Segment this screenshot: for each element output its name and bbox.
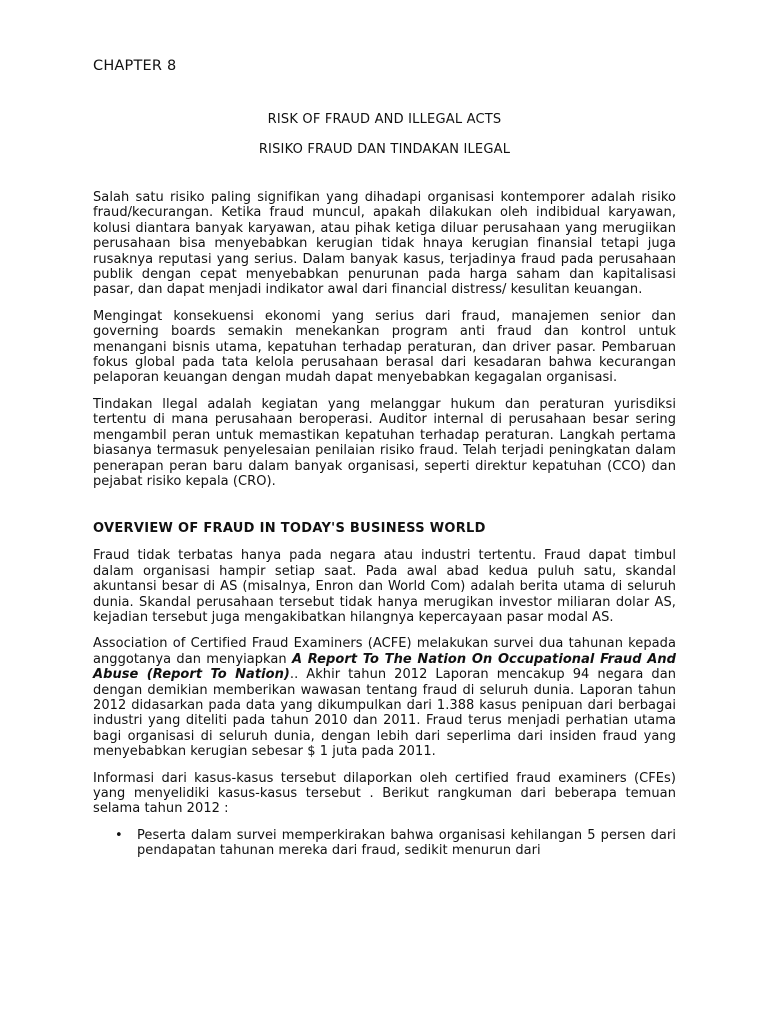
title-indonesian: RISIKO FRAUD DAN TINDAKAN ILEGAL [258,142,511,157]
paragraph-acfe [93,636,676,759]
report-title-emphasis: A Report To The Nation On Occupational Fraud And Abuse (Report To Nation) [93,651,676,683]
title-english: RISK OF FRAUD AND ILLEGAL ACTS [267,112,502,127]
paragraph-economic-consequences: Mengingat konsekuensi ekonomi yang serius dari fraud, manajemen senior dan governing boards semakin menekankan program anti fraud dan kontrol untuk menangani bisnis utama, kepatuhan terhadap peraturan, dan driver pasar. Pembaruan fokus global pada tata kelola perusahaan berasal dari kesadaran bahwa kecurangan pelaporan keuangan dengan mudah dapat menyebabkan kegagalan organisasi. [93,308,676,386]
bullet-icon: • [115,827,123,843]
section-heading-overview: OVERVIEW OF FRAUD IN TODAY'S BUSINESS WORLD [93,521,486,537]
list-item [93,828,676,859]
chapter-label: CHAPTER 8 [93,58,177,74]
paragraph-intro-risk: Salah satu risiko paling signifikan yang dihadapi organisasi kontemporer adalah risiko fraud/kecurangan. Ketika fraud muncul, apakah dilakukan oleh indibidual karyawan, kolusi diantara banyak karyawan, atau pihak ketiga diluar perusahaan yang merugiikan perusahaan bisa menyebabkan kerugian tidak hnaya kerugian finansial tetapi juga rusaknya reputasi yang serius. Dalam banyak kasus, terjadinya fraud pada perusahaan publik dengan cepat menyebabkan penurunan pada harga saham dan kapitalisasi pasar, dan dapat menjadi indikator awal dari financial distress/ kesulitan keuangan. [93,190,676,298]
paragraph-illegal-acts: Tindakan llegal adalah kegiatan yang melanggar hukum dan peraturan yurisdiksi tertentu di mana perusahaan beroperasi. Auditor internal di perusahaan besar sering mengambil peran untuk memastikan kepatuhan terhadap peraturan. Langkah pertama biasanya termasuk penyelesaian penilaian risiko fraud. Telah terjadi peningkatan dalam penerapan peran baru dalam banyak organisasi, seperti direktur kepatuhan (CCO) dan pejabat risiko kepala (CRO). [93,396,676,489]
findings-list [93,828,676,859]
paragraph-overview: Fraud tidak terbatas hanya pada negara atau industri tertentu. Fraud dapat timbul dalam organisasi hampir setiap saat. Pada awal abad kedua puluh satu, skandal akuntansi besar di AS (misalnya, Enron dan World Com) adalah berita utama di seluruh dunia. Skandal perusahaan tersebut tidak hanya merugikan investor miliaran dolar AS, kejadian tersebut juga mengakibatkan hilangnya kepercayaan pasar modal AS. [93,548,676,625]
list-item-text: Peserta dalam survei memperkirakan bahwa organisasi kehilangan 5 persen dari pendapatan tahunan mereka dari fraud, sedikit menurun dari [137,827,676,859]
acfe-text-after: .. Akhir tahun 2012 Laporan mencakup 94 negara dan dengan demikian memberikan wawasan tentang fraud di seluruh dunia. Laporan tahun 2012 didasarkan pada data yang dikumpulkan dari 1.388 kasus penipuan dari berbagai industri yang diteliti pada tahun 2010 dan 2011. Fraud terus menjadi perhatian utama bagi organisasi di seluruh dunia, dengan lebih dari seperlima dari insiden fraud yang menyebabkan kerugian sebesar $ 1 juta pada 2011. [93,667,677,760]
acfe-text-before: Association of Certified Fraud Examiners (ACFE) melakukan survei dua tahunan kepada anggotanya dan menyiapkan [93,636,676,667]
paragraph-cfe-info: Informasi dari kasus-kasus tersebut dilaporkan oleh certified fraud examiners (CFEs) yang menyelidiki kasus-kasus tersebut . Berikut rangkuman dari beberapa temuan selama tahun 2012 : [93,770,676,817]
document-content [93,58,676,859]
